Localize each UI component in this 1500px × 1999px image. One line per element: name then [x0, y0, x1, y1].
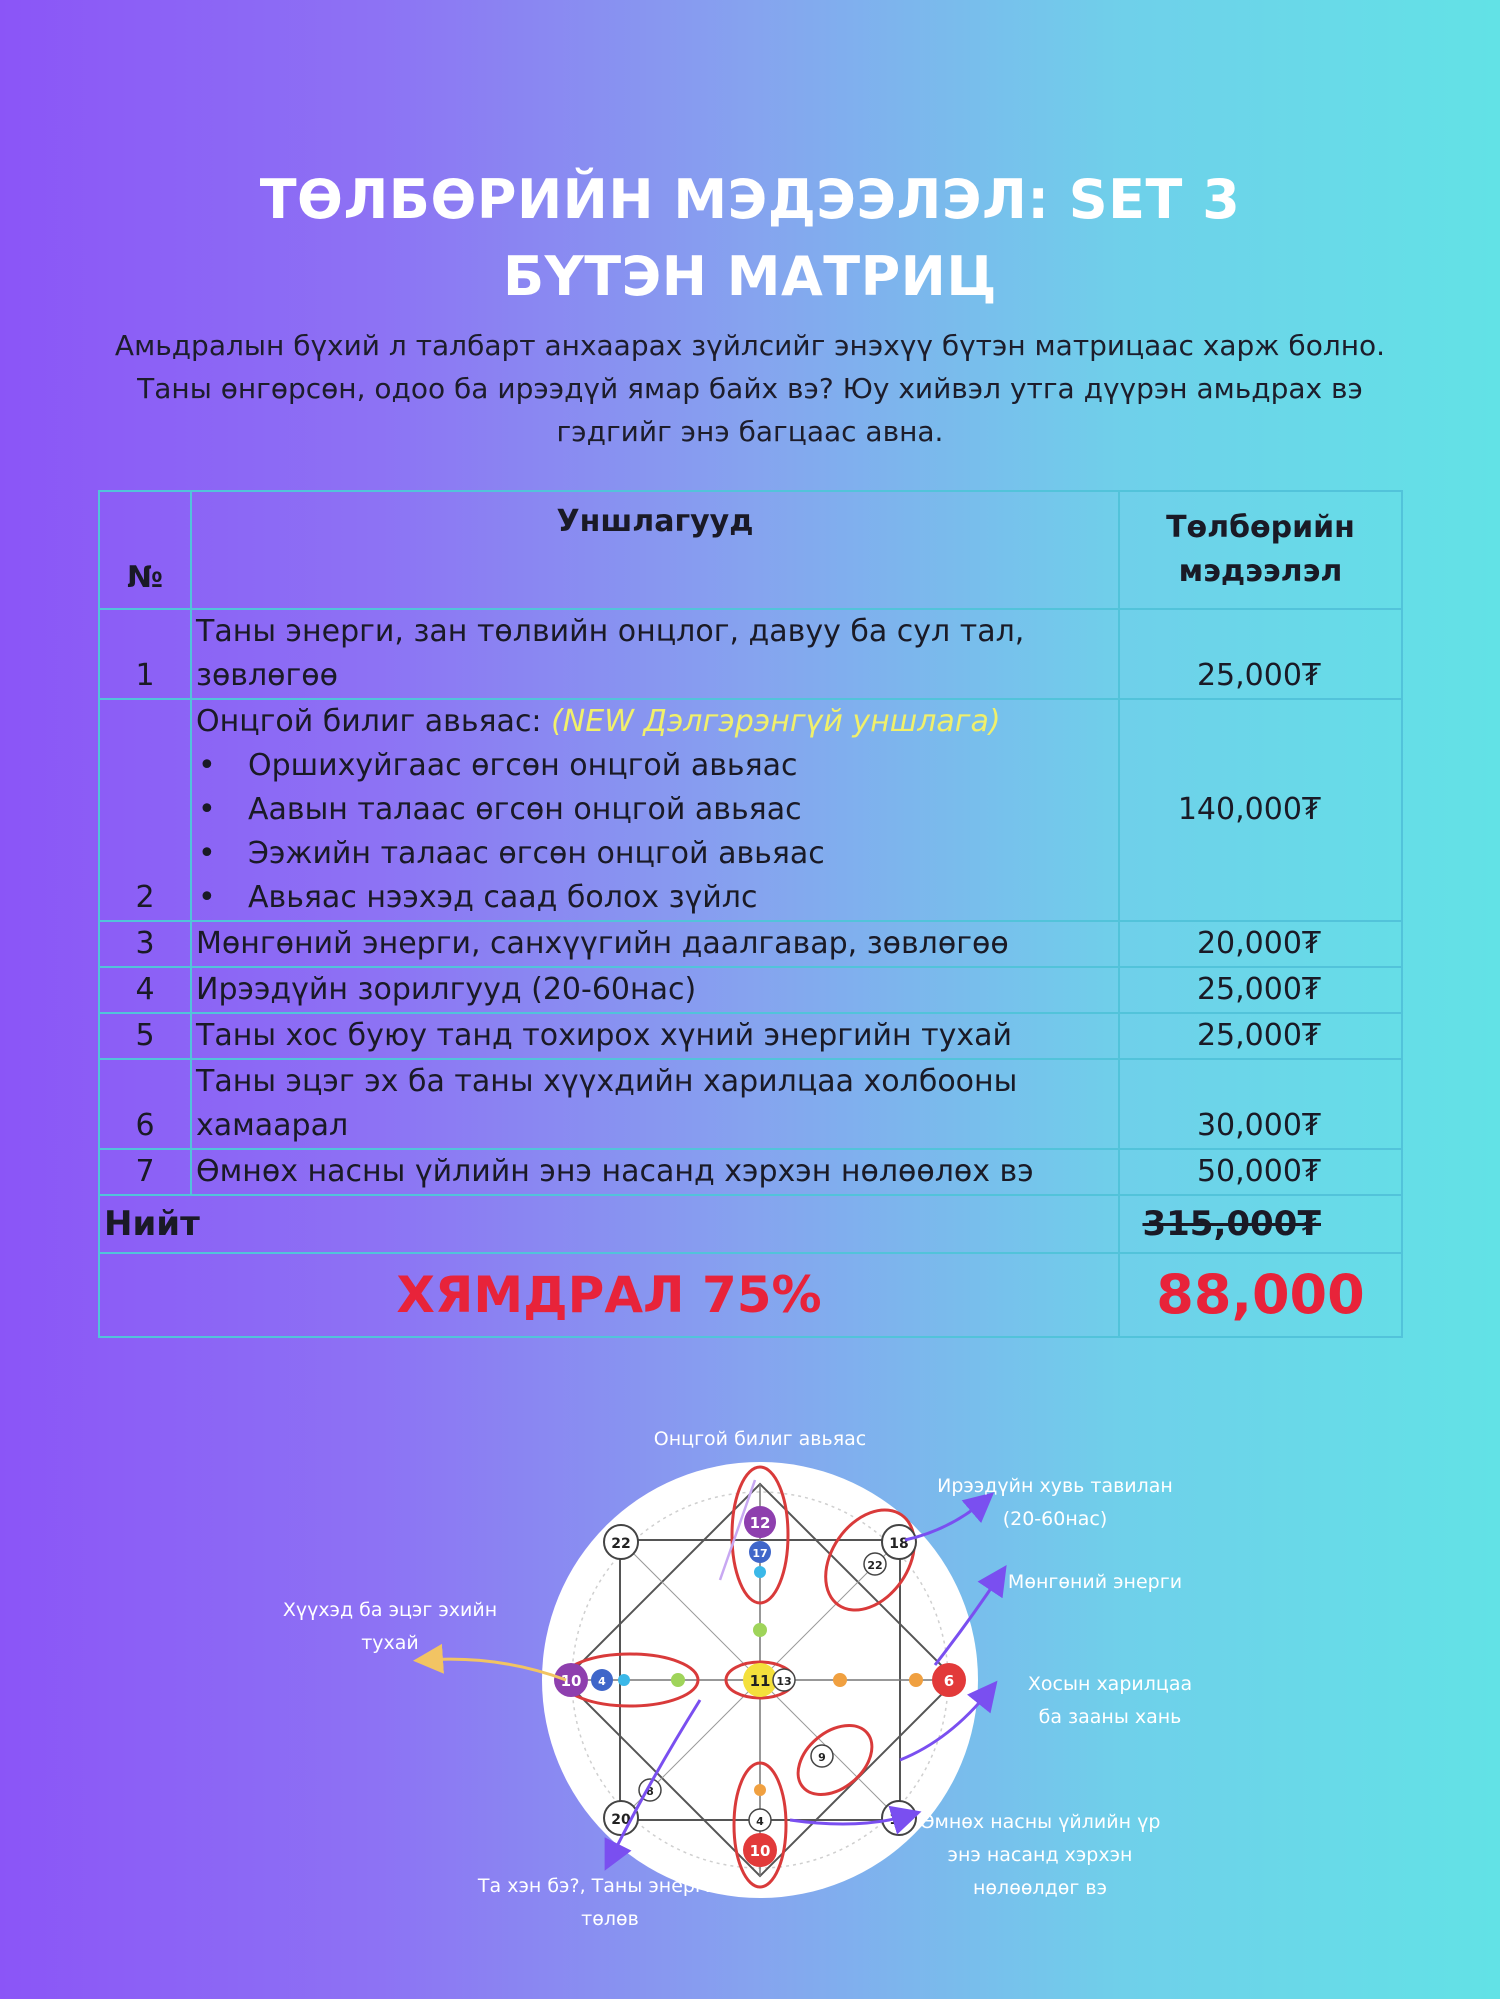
- node-inner-label: 9: [818, 1751, 826, 1764]
- annotation-future: [905, 1470, 1205, 1536]
- table-header-row: [99, 491, 1402, 609]
- node-dot: [754, 1784, 766, 1796]
- annotation-child-line1: Хүүхэд ба эцэг эхийн: [282, 1599, 498, 1621]
- row-name: Таны хос буюу танд тохирох хүний энергийн тухай: [191, 1013, 1119, 1059]
- table-row: [99, 609, 1402, 699]
- node-dot: [909, 1673, 923, 1687]
- annotation-future-line2: (20-60нас): [1002, 1508, 1108, 1530]
- annotation-past-line2: энэ насанд хэрхэн: [947, 1844, 1133, 1866]
- node-top-label: 12: [749, 1514, 771, 1532]
- row-name-line2: хамаарал: [196, 1108, 349, 1143]
- table-row: [99, 921, 1402, 967]
- node-dot: [618, 1674, 630, 1686]
- node-top-left-label: 22: [611, 1536, 631, 1552]
- annotation-child-line2: тухай: [361, 1632, 419, 1654]
- row-name: Мөнгөний энерги, санхүүгийн даалгавар, зөвлөгөө: [191, 921, 1119, 967]
- row-price: 30,000₮: [1119, 1059, 1402, 1149]
- annotation-who-line2: төлөв: [581, 1908, 639, 1930]
- node-top-right-label: 18: [889, 1536, 909, 1552]
- description-line2: Таны өнгөрсөн, одоо ба ирээдүй ямар байх вэ? Юу хийвэл утга дүүрэн амьдрах вэ: [137, 372, 1363, 405]
- node-bottom2-label: 4: [756, 1815, 764, 1828]
- annotation-past: [895, 1806, 1185, 1905]
- node-left2-label: 4: [598, 1675, 606, 1688]
- row-price: 25,000₮: [1119, 609, 1402, 699]
- description-line1: Амьдралын бүхий л талбарт анхаарах зүйлсийг энэхүү бүтэн матрицаас харж болно.: [114, 329, 1386, 362]
- annotation-talent: Онцгой билиг авьяас: [653, 1428, 867, 1450]
- row-no: 2: [99, 699, 191, 921]
- node-bottom-label: 10: [749, 1842, 771, 1860]
- total-label: Нийт: [99, 1195, 1119, 1253]
- node-right-label: 6: [943, 1672, 955, 1690]
- annotation-who: [445, 1870, 775, 1936]
- list-item: • Ээжийн талаас өгсөн онцгой авьяас: [248, 832, 1114, 876]
- row-name: Ирээдүйн зорилгууд (20-60нас): [191, 967, 1119, 1013]
- total-row: [99, 1195, 1402, 1253]
- price-table: [98, 490, 1403, 1338]
- table-row: [99, 1149, 1402, 1195]
- annotation-child: [260, 1594, 520, 1660]
- total-price: 315,000₮: [1119, 1195, 1402, 1253]
- talent-heading: Онцгой билиг авьяас:: [196, 704, 542, 739]
- node-center2-label: 13: [776, 1675, 792, 1688]
- table-row: [99, 967, 1402, 1013]
- row-no: 7: [99, 1149, 191, 1195]
- row-price: 25,000₮: [1119, 967, 1402, 1013]
- node-dot: [753, 1623, 767, 1637]
- row-name: [191, 609, 1119, 699]
- row-name: Өмнөх насны үйлийн энэ насанд хэрхэн нөлөөлөх вэ: [191, 1149, 1119, 1195]
- node-dot: [671, 1673, 685, 1687]
- annotation-couple: [990, 1668, 1230, 1734]
- header-price-line1: Төлбөрийн: [1166, 510, 1355, 545]
- node-dot: [754, 1566, 766, 1578]
- row-name-line1: Таны энерги, зан төлвийн онцлог, давуу ба сул тал,: [196, 614, 1025, 649]
- row-name-line2: зөвлөгөө: [196, 658, 338, 693]
- annotation-couple-line1: Хосын харилцаа: [1027, 1673, 1193, 1695]
- row-no: 5: [99, 1013, 191, 1059]
- annotation-who-line1: Та хэн бэ?, Таны энергийн: [477, 1875, 743, 1897]
- list-item: • Авьяас нээхэд саад болох зүйлс: [248, 876, 1114, 920]
- row-price: 50,000₮: [1119, 1149, 1402, 1195]
- discount-row: [99, 1253, 1402, 1337]
- row-price: 25,000₮: [1119, 1013, 1402, 1059]
- row-no: 4: [99, 967, 191, 1013]
- new-badge: (NEW Дэлгэрэнгүй уншлага): [551, 704, 1001, 739]
- table-row: [99, 1059, 1402, 1149]
- header-price-line2: мэдээлэл: [1178, 554, 1343, 589]
- row-name: [191, 699, 1119, 921]
- discount-price: 88,000: [1119, 1253, 1402, 1337]
- node-inner-label: 8: [646, 1785, 654, 1798]
- discount-label: ХЯМДРАЛ 75%: [99, 1253, 1119, 1337]
- node-bottom-left-label: 20: [611, 1812, 631, 1828]
- list-item: • Оршихуйгаас өгсөн онцгой авьяас: [248, 744, 1114, 788]
- row-price: 20,000₮: [1119, 921, 1402, 967]
- row-name-line1: [196, 700, 1114, 744]
- list-item: • Аавын талаас өгсөн онцгой авьяас: [248, 788, 1114, 832]
- node-top2-label: 17: [752, 1547, 768, 1560]
- table-row: [99, 699, 1402, 921]
- page-title-line2: БҮТЭН МАТРИЦ: [503, 245, 997, 308]
- header-price: [1119, 491, 1402, 609]
- table-row: [99, 1013, 1402, 1059]
- annotation-past-line1: Өмнөх насны үйлийн үр: [919, 1811, 1161, 1833]
- annotation-couple-line2: ба зааны хань: [1038, 1706, 1182, 1728]
- row-price: 140,000₮: [1119, 699, 1402, 921]
- header-readings: Уншлагууд: [191, 491, 1119, 609]
- node-center-label: 11: [749, 1672, 771, 1690]
- row-no: 6: [99, 1059, 191, 1149]
- row-name: [191, 1059, 1119, 1149]
- node-dot: [833, 1673, 847, 1687]
- page-title-line1: ТӨЛБӨРИЙН МЭДЭЭЛЭЛ: SET 3: [259, 168, 1241, 231]
- node-bottom-right-label: 16: [889, 1812, 909, 1828]
- talent-list: [196, 744, 1114, 920]
- row-no: 3: [99, 921, 191, 967]
- row-name-line1: Таны эцэг эх ба таны хүүхдийн харилцаа холбооны: [196, 1064, 1018, 1099]
- row-no: 1: [99, 609, 191, 699]
- description-line3: гэдгийг энэ багцаас авна.: [556, 415, 944, 448]
- annotation-future-line1: Ирээдүйн хувь тавилан: [937, 1475, 1173, 1497]
- node-left-label: 10: [560, 1672, 582, 1690]
- node-top-right2-label: 22: [867, 1559, 883, 1572]
- annotation-money: Мөнгөний энерги: [1007, 1571, 1183, 1593]
- header-no: №: [99, 491, 191, 609]
- annotation-past-line3: нөлөөлдөг вэ: [973, 1877, 1107, 1899]
